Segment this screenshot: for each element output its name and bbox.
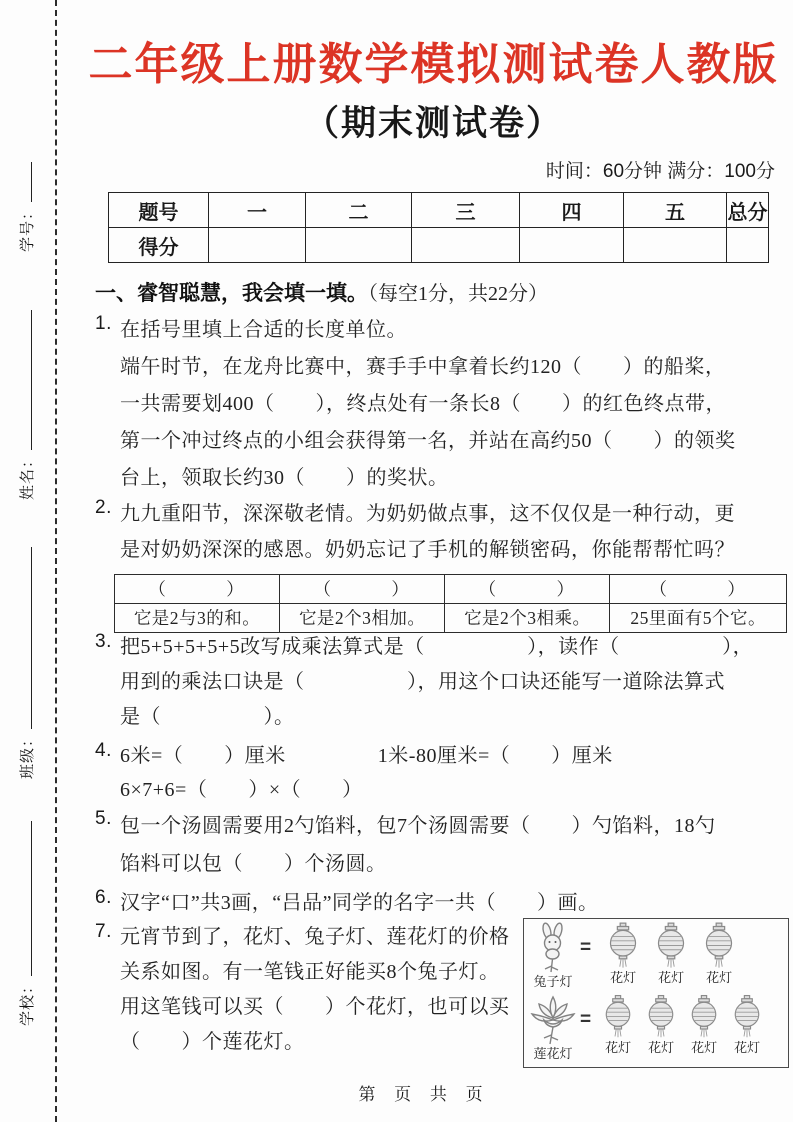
question-line: 汉字“口”共3画，“吕品”同学的名字一共（ ）画。 [120,892,599,914]
lantern-label: 花灯 [691,1040,718,1055]
score-table [108,192,769,263]
question-1 [95,312,787,497]
student-name-label: 姓名： [19,451,36,500]
clue-cell: 它是2与3的和。 [115,604,280,633]
lantern-icon [603,994,633,1040]
answer-paren-cell: （ ） [610,575,787,604]
question-line: 把5+5+5+5+5改写成乘法算式是（ ），读作（ ）， [120,636,754,658]
question-line: 元宵节到了，花灯、兔子灯、莲花灯的价格 [120,926,510,948]
clue-table-answer-row [115,575,787,604]
question-7 [95,920,527,1060]
clue-cell: 它是2个3相加。 [280,604,445,633]
rabbit-lantern-row [528,922,784,994]
answer-paren-cell: （ ） [280,575,445,604]
question-line: 馅料可以包（ ）个汤圆。 [120,853,387,875]
question-line: 一共需要划400（ ），终点处有一条长8（ ）的红色终点带， [120,393,726,415]
score-table-header-row [109,193,769,228]
lotus-lantern-row [528,994,784,1066]
score-header-cell: 一 [209,193,306,228]
score-header-cell: 二 [306,193,412,228]
question-2-number: 2. [95,497,112,518]
question-3-number: 3. [95,631,112,652]
lantern-icon [732,994,762,1040]
lantern-price-figure [523,918,789,1068]
lantern-cell [641,994,681,1055]
lantern-cell [600,922,646,985]
score-header-cell: 总分 [727,193,769,228]
equals-sign: = [580,1009,592,1030]
question-4 [95,739,787,807]
lantern-icon [689,994,719,1040]
question-4-number: 4. [95,740,112,761]
score-cell [624,228,727,263]
score-cell [520,228,624,263]
question-line: 台上，领取长约30（ ）的奖状。 [120,467,449,489]
question-line: 6×7+6=（ ）×（ ） [120,779,363,801]
question-5 [95,807,787,883]
section-1-points-note: （每空1分，共22分） [368,283,548,305]
student-name-field [16,310,37,500]
password-clue-table [114,574,787,633]
class-blank [17,547,32,729]
answer-paren-cell: （ ） [445,575,610,604]
lantern-icon [655,922,687,970]
question-line: 是（ ）。 [120,706,295,728]
student-name-blank [17,310,32,450]
lantern-label: 花灯 [605,1040,632,1055]
page-footer: 第 页 共 页 [358,1085,490,1104]
score-row-label: 得分 [109,228,209,263]
question-7-number: 7. [95,921,112,942]
lantern-label: 花灯 [610,970,637,985]
school-field [16,821,37,1026]
answer-paren-cell: （ ） [115,575,280,604]
rabbit-lantern-icon [534,922,572,974]
section-1-title: 一、睿智聪慧，我会填一填。 [95,282,368,305]
score-header-cell: 三 [412,193,520,228]
question-line: （ ）个莲花灯。 [120,1031,305,1053]
question-6 [95,886,787,921]
question-line: 是对奶奶深深的感恩。奶奶忘记了手机的解锁密码，你能帮帮忙吗？ [120,539,735,561]
lotus-lantern-cell [528,994,578,1061]
student-id-label: 学号： [19,203,36,252]
question-line: 九九重阳节，深深敬老情。为奶奶做点事，这不仅仅是一种行动，更 [120,503,735,525]
question-line [120,739,787,773]
score-header-cell: 题号 [109,193,209,228]
question-line: 关系如图。有一笔钱正好能买8个兔子灯。 [120,961,500,983]
q4-part-a: 6米=（ ）厘米 [120,745,286,767]
page-title: 二年级上册数学模拟测试卷人教版 [88,40,779,89]
lantern-label: 花灯 [648,1040,675,1055]
score-cell [412,228,520,263]
rabbit-lantern-cell [528,922,578,989]
question-line: 第一个冲过终点的小组会获得第一名，并站在高约50（ ）的领奖 [120,430,736,452]
lantern-label: 花灯 [706,970,733,985]
class-field [16,547,37,779]
question-5-number: 5. [95,808,112,829]
score-header-cell: 四 [520,193,624,228]
question-line: 用这笔钱可以买（ ）个花灯，也可以买 [120,996,510,1018]
student-id-blank [17,162,32,202]
score-cell [727,228,769,263]
lantern-cell [598,994,638,1055]
question-line: 用到的乘法口诀是（ ），用这个口诀还能写一道除法算式 [120,671,725,693]
lantern-cell [684,994,724,1055]
equals-sign: = [580,937,592,958]
score-cell [306,228,412,263]
lantern-label: 花灯 [658,970,685,985]
score-header-cell: 五 [624,193,727,228]
lantern-cell [727,994,767,1055]
clue-cell: 它是2个3相乘。 [445,604,610,633]
lotus-lantern-label: 莲花灯 [533,1046,573,1061]
lantern-icon [646,994,676,1040]
score-cell [209,228,306,263]
question-2 [95,496,787,633]
question-1-number: 1. [95,313,112,334]
clue-cell: 25里面有5个它。 [610,604,787,633]
margin-dashed-divider [55,0,57,1122]
rabbit-lantern-label: 兔子灯 [533,974,573,989]
section-1-heading [95,277,548,307]
question-3 [95,630,787,735]
school-blank [17,821,32,976]
lantern-cell [696,922,742,985]
time-score-meta: 时间：60分钟 满分：100分 [545,161,775,182]
lantern-icon [607,922,639,970]
score-table-score-row [109,228,769,263]
clue-table-clue-row [115,604,787,633]
lotus-lantern-icon [530,994,576,1046]
school-label: 学校： [19,977,36,1026]
question-6-number: 6. [95,887,112,908]
lantern-cell [648,922,694,985]
question-line: 在括号里填上合适的长度单位。 [120,319,407,341]
class-label: 班级： [19,730,36,779]
page-subtitle: （期末测试卷） [303,104,563,143]
question-line: 端午时节，在龙舟比赛中，赛手手中拿着长约120（ ）的船桨， [120,356,726,378]
lantern-icon [703,922,735,970]
student-id-field [16,162,37,252]
question-line: 包一个汤圆需要用2勺馅料，包7个汤圆需要（ ）勺馅料，18勺 [120,815,716,837]
lantern-label: 花灯 [734,1040,761,1055]
q4-part-b: 1米-80厘米=（ ）厘米 [377,745,613,767]
